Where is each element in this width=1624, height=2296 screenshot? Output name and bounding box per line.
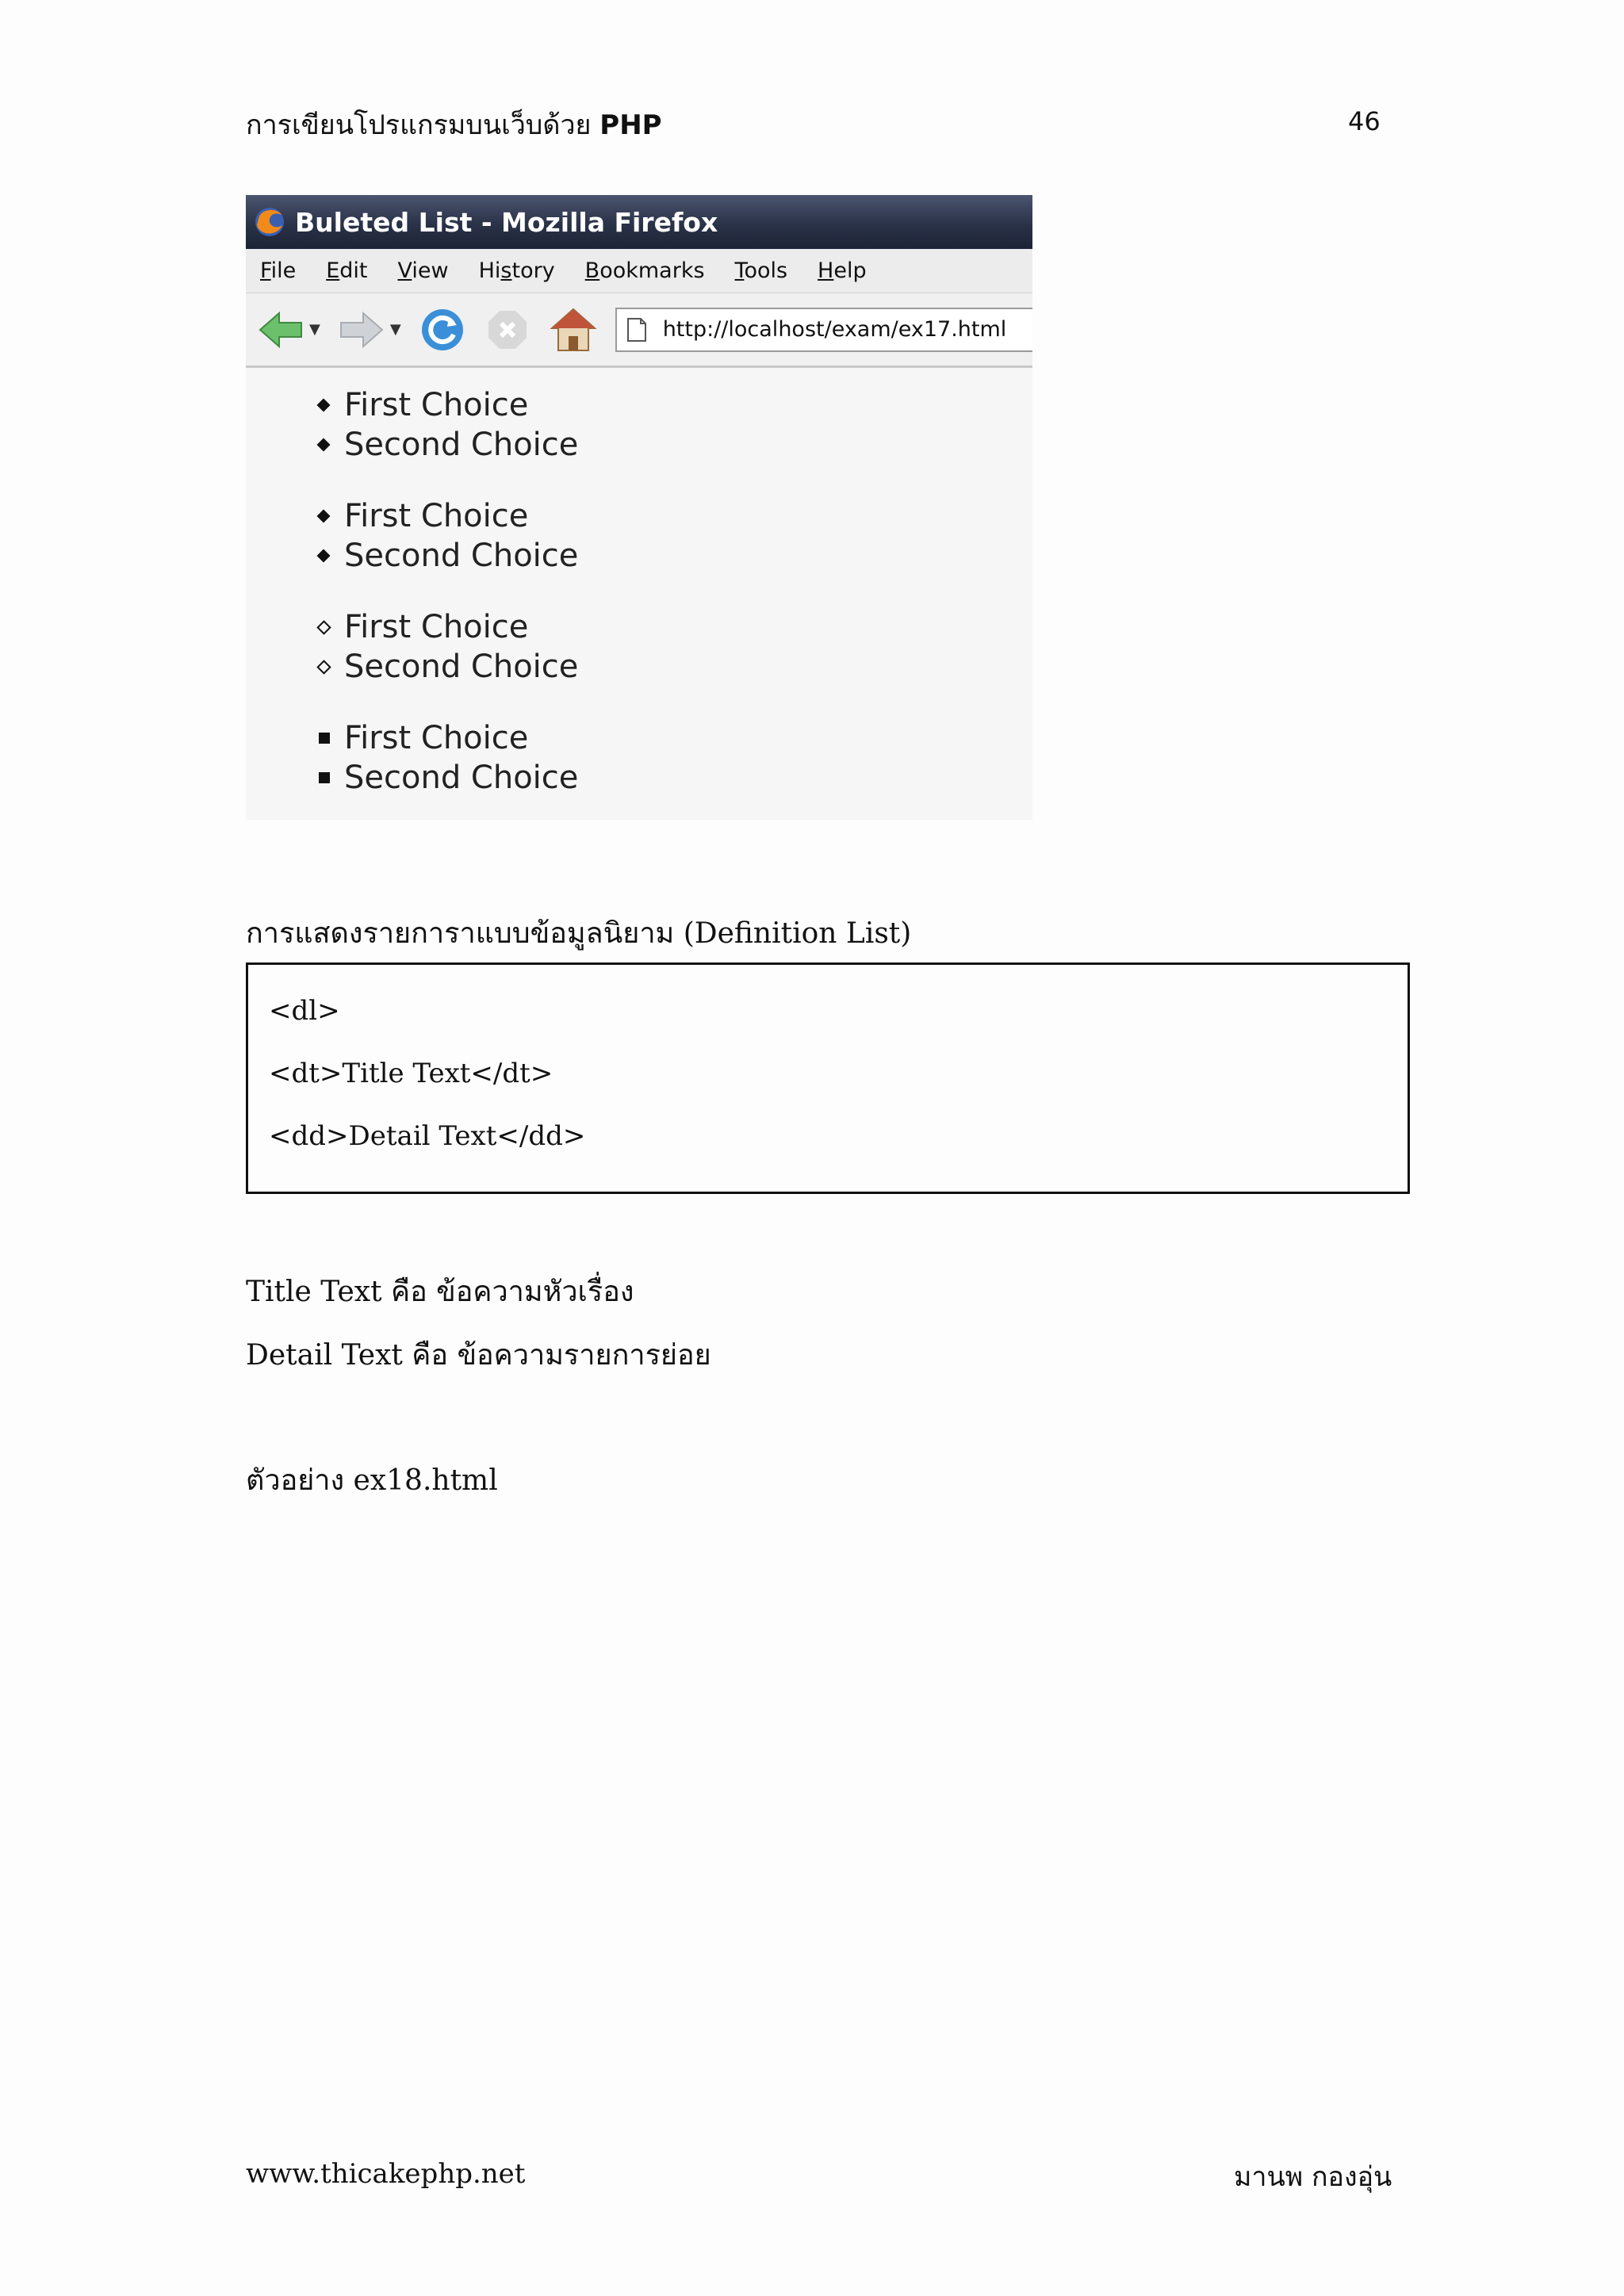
code-line: <dd>Detail Text</dd> [269, 1120, 586, 1152]
footer-author: มานพ กองอุ่น [1234, 2161, 1392, 2193]
menu-view[interactable]: View [397, 258, 449, 283]
list-item-text: Second Choice [344, 538, 579, 574]
stop-icon [484, 306, 531, 354]
footer-website: www.thicakephp.net [246, 2158, 526, 2190]
disc-bullet-icon [317, 438, 331, 452]
back-arrow-icon [257, 310, 304, 350]
running-header [246, 103, 662, 146]
browser-titlebar [246, 195, 1032, 249]
header-php: PHP [599, 109, 662, 141]
back-button[interactable] [257, 310, 320, 350]
menu-tools[interactable]: Tools [734, 258, 788, 283]
square-bullet-icon [319, 733, 330, 744]
list-item-text: First Choice [344, 609, 529, 645]
list-item-text: First Choice [344, 720, 529, 756]
stop-button[interactable] [484, 306, 531, 354]
example-label: ตัวอย่าง ex18.html [246, 1464, 498, 1497]
list-item [314, 718, 1032, 758]
menu-help[interactable]: Help [818, 258, 867, 283]
menu-bar [246, 249, 1032, 293]
list-item-text: Second Choice [344, 760, 579, 796]
forward-arrow-icon [338, 310, 385, 350]
circle-bullet-icon [316, 620, 331, 634]
list-item [314, 758, 1032, 798]
disc-bullet-icon [317, 549, 331, 563]
address-bar[interactable] [615, 308, 1032, 352]
list-item [314, 536, 1032, 576]
disc-bullet-icon [317, 510, 331, 523]
url-text: http://localhost/exam/ex17.html [662, 317, 1007, 342]
list-item-text: Second Choice [344, 427, 579, 463]
menu-file[interactable]: File [260, 258, 297, 283]
list-item-text: First Choice [344, 498, 529, 534]
code-line: <dt>Title Text</dt> [269, 1058, 553, 1089]
forward-button[interactable] [338, 310, 401, 350]
reload-icon [419, 306, 466, 354]
section-heading: การแสดงรายการาแบบข้อมูลนิยาม (Definition List) [246, 917, 912, 950]
page-number: 46 [1348, 106, 1381, 136]
list-item [314, 607, 1032, 647]
page-icon [626, 317, 647, 342]
list-disc-1 [314, 385, 1032, 465]
list-item [314, 385, 1032, 425]
menu-edit[interactable]: Edit [326, 258, 368, 283]
header-title: การเขียนโปรแกรมบนเว็บด้วย [246, 109, 592, 141]
circle-bullet-icon [316, 660, 331, 674]
list-item-text: First Choice [344, 387, 529, 423]
home-button[interactable] [549, 306, 598, 354]
disc-bullet-icon [317, 399, 331, 412]
code-line: <dl> [269, 995, 340, 1027]
chevron-down-icon[interactable]: ▼ [389, 321, 401, 338]
code-box [246, 962, 1410, 1194]
list-item-text: Second Choice [344, 649, 579, 685]
list-circle [314, 607, 1032, 687]
browser-screenshot [246, 195, 1032, 820]
list-disc-2 [314, 496, 1032, 576]
nav-toolbar [246, 293, 1032, 368]
chevron-down-icon[interactable]: ▼ [309, 321, 320, 338]
list-item [314, 647, 1032, 687]
list-item [314, 425, 1032, 465]
home-icon [549, 306, 598, 354]
list-item [314, 496, 1032, 536]
rendered-lists [246, 368, 1032, 798]
menu-history[interactable]: History [478, 258, 555, 283]
window-title: Buleted List - Mozilla Firefox [295, 206, 718, 238]
menu-bookmarks[interactable]: Bookmarks [584, 258, 705, 283]
firefox-icon [252, 205, 287, 239]
definition-detail-text: Detail Text คือ ข้อความรายการย่อย [246, 1339, 711, 1372]
reload-button[interactable] [419, 306, 466, 354]
definition-title-text: Title Text คือ ข้อความหัวเรื่อง [246, 1276, 634, 1308]
square-bullet-icon [319, 772, 330, 783]
list-square [314, 718, 1032, 798]
